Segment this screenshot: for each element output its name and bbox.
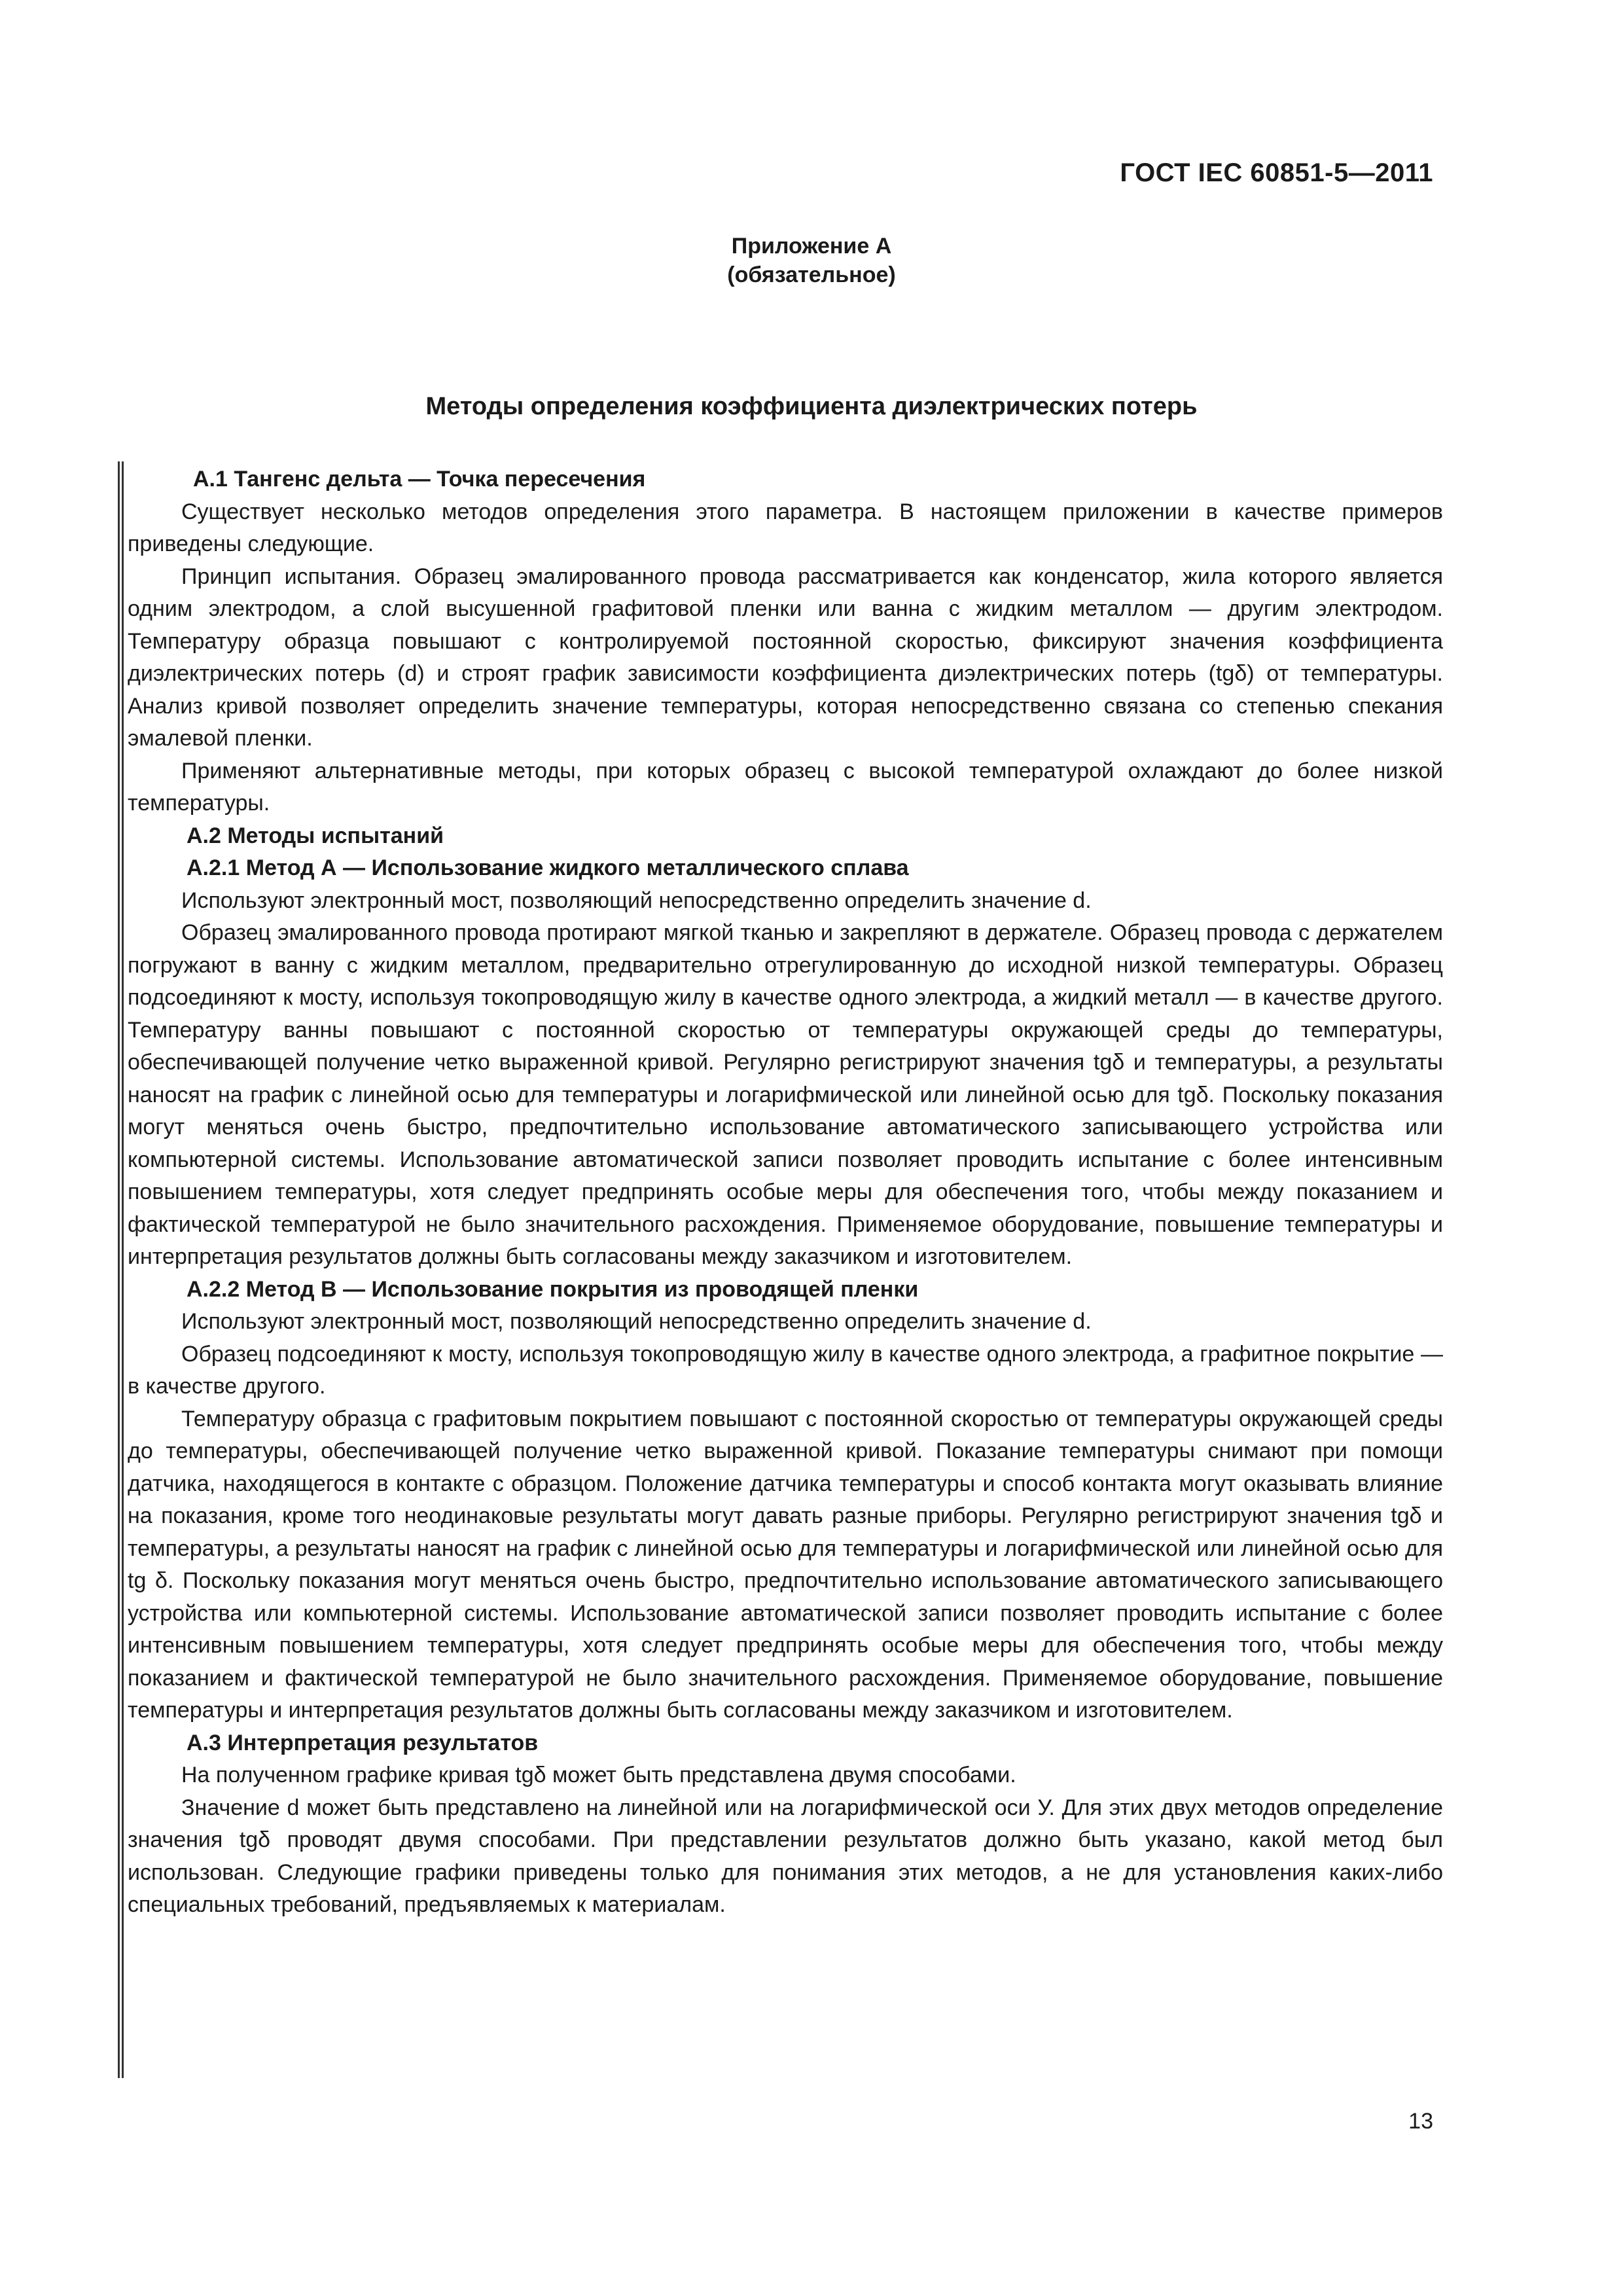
section-a22-paragraph-3: Температуру образца с графитовым покрытием повышают с постоянной скоростью от температуры окружающей среды до температуры, обеспечивающей получение четко выраженной кривой. Показание температуры снимают при помощи датчика, находящегося в контакте с образцом. Положение датчика температуры и способ контакта могут оказывать влияние на показания, кроме того неодинаковые результаты могут давать разные приборы. Регулярно регистрируют значения tgδ и температуры, а результаты наносят на график с линейной осью для температуры и логарифмической или линейной осью для tg δ. Поскольку показания могут меняться очень быстро, предпочтительно использование автоматического записывающего устройства или компьютерной системы. Использование автоматической записи позволяет проводить испытание с более интенсивным повышением температуры, хотя следует предпринять особые меры для обеспечения того, чтобы между показанием и фактической температурой не было значительного расхождения. Применяемое оборудование, повышение температуры и интерпретация результатов должны быть согласованы между заказчиком и изготовителем. — [128, 1406, 1443, 1723]
document-body — [128, 463, 1443, 1922]
section-a1-paragraph-2: Принцип испытания. Образец эмалированного провода рассматривается как конденсатор, жила которого является одним электродом, а слой высушенной графитовой пленки или ванна с жидким металлом — другим электродом. Температуру образца повышают с контролируемой постоянной скоростью, фиксируют значения коэффициента диэлектрических потерь (d) и строят график зависимости коэффициента диэлектрических потерь (tgδ) от температуры. Анализ кривой позволяет определить значение температуры, которая непосредственно связана со степенью спекания эмалевой пленки. — [128, 564, 1443, 751]
document-code: ГОСТ IEC 60851-5—2011 — [1120, 158, 1433, 187]
section-a1-heading: А.1 Тангенс дельта — Точка пересечения — [193, 467, 646, 492]
section-a1-paragraph-3: Применяют альтернативные методы, при которых образец с высокой температурой охлаждают до более низкой температуры. — [128, 758, 1443, 816]
section-a22-heading: А.2.2 Метод В — Использование покрытия из проводящей пленки — [187, 1276, 919, 1302]
section-a21-heading: А.2.1 Метод А — Использование жидкого металлического сплава — [187, 855, 909, 880]
section-a3-paragraph-1: На полученном графике кривая tgδ может быть представлена двумя способами. — [181, 1763, 1016, 1787]
appendix-title: Приложение А — [731, 234, 892, 259]
section-a22-paragraph-1: Используют электронный мост, позволяющий непосредственно определить значение d. — [181, 1309, 1092, 1334]
appendix-status: (обязательное) — [727, 262, 896, 287]
section-a2-heading: А.2 Методы испытаний — [187, 823, 444, 848]
section-a22-paragraph-2: Образец подсоединяют к мосту, используя токопроводящую жилу в качестве одного электрода, а графитное покрытие — в качестве другого. — [128, 1341, 1443, 1399]
section-a1-paragraph-1: Существует несколько методов определения этого параметра. В настоящем приложении в качестве примеров приведены следующие. — [128, 499, 1443, 556]
section-a3-paragraph-2: Значение d может быть представлено на линейной или на логарифмической оси У. Для этих двух методов определение значения tgδ проводят двумя способами. При представлении результатов должно быть указано, какой метод был использован. Следующие графики приведены только для понимания этих методов, а не для установления каких-либо специальных требований, предъявляемых к материалам. — [128, 1795, 1443, 1917]
main-title: Методы определения коэффициента диэлектрических потерь — [425, 393, 1198, 420]
section-a21-paragraph-1: Используют электронный мост, позволяющий непосредственно определить значение d. — [181, 888, 1092, 913]
page-number: 13 — [1408, 2109, 1433, 2134]
section-a21-paragraph-2: Образец эмалированного провода протирают мягкой тканью и закрепляют в держателе. Образец провода с держателем погружают в ванну с жидким металлом, предварительно отрегулированную до исходной низкой температуры. Образец подсоединяют к мосту, используя токопроводящую жилу в качестве одного электрода, а жидкий металл — в качестве другого. Температуру ванны повышают с постоянной скоростью от температуры окружающей среды до температуры, обеспечивающей получение четко выраженной кривой. Регулярно регистрируют значения tgδ и температуры, а результаты наносят на график с линейной осью для температуры и логарифмической или линейной осью для tgδ. Поскольку показания могут меняться очень быстро, предпочтительно использование автоматического записывающего устройства или компьютерной системы. Использование автоматической записи позволяет проводить испытание с более интенсивным повышением температуры, хотя следует предпринять особые меры для обеспечения того, чтобы между показанием и фактической температурой не было значительного расхождения. Применяемое оборудование, повышение температуры и интерпретация результатов должны быть согласованы между заказчиком и изготовителем. — [128, 920, 1443, 1269]
section-a3-heading: А.3 Интерпретация результатов — [187, 1730, 539, 1755]
revision-bar — [118, 461, 124, 2078]
